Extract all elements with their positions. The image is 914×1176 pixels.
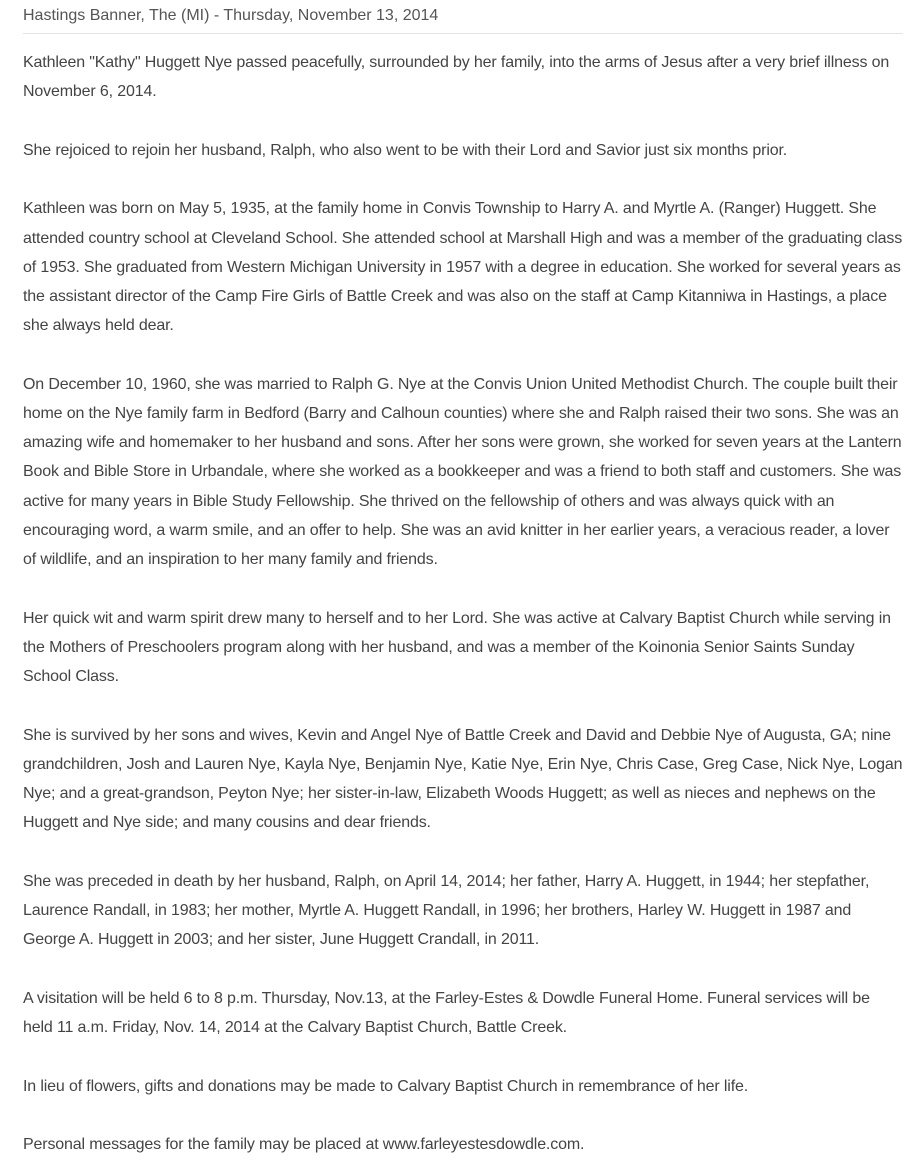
paragraph-passing: Kathleen "Kathy" Huggett Nye passed peacefully, surrounded by her family, into the arms of Jesus after a very brief illness on November 6, 2014.: [23, 54, 890, 101]
paragraph-marriage: On December 10, 1960, she was married to Ralph G. Nye at the Convis Union United Methodist Church. The couple built their home on the Nye family farm in Bedford (Barry and Calhoun counties) where she and Ralph raised their two sons. She was an amazing wife and homemaker to her husband and sons. After her sons were grown, she worked for seven years at the Lantern Book and Bible Store in Urbandale, where she worked as a bookkeeper and was a friend to both staff and customers. She was active for many years in Bible Study Fellowship. She thrived on the fellowship of others and was always quick with an encouraging word, a warm smile, and an offer to help. She was an avid knitter in her earlier years, a veracious reader, a lover of wildlife, and an inspiration to her many family and friends.: [23, 375, 902, 569]
paragraph-messages: Personal messages for the family may be placed at www.farleyestesdowdle.com.: [23, 1136, 585, 1154]
paragraph-husband: She rejoiced to rejoin her husband, Ralph, who also went to be with their Lord and Savior just six months prior.: [23, 141, 788, 159]
paragraph-early-life: Kathleen was born on May 5, 1935, at the family home in Convis Township to Harry A. and Myrtle A. (Ranger) Huggett. She attended country school at Cleveland School. She attended school at Marshall High and was a member of the graduating class of 1953. She graduated from Western Michigan University in 1957 with a degree in education. She worked for several years as the assistant director of the Camp Fire Girls of Battle Creek and was also on the staff at Camp Kitanniwa in Hastings, a place she always held dear.: [23, 200, 903, 335]
paragraph-church: Her quick wit and warm spirit drew many to herself and to her Lord. She was active at Calvary Baptist Church while serving in the Mothers of Preschoolers program along with her husband, and was a member of the Koinonia Senior Saints Sunday School Class.: [23, 609, 891, 686]
paragraph-services: A visitation will be held 6 to 8 p.m. Thursday, Nov.13, at the Farley-Estes & Dowdle Funeral Home. Funeral services will be held 11 a.m. Friday, Nov. 14, 2014 at the Calvary Baptist Church, Battle Creek.: [23, 989, 870, 1037]
paragraph-preceded: She was preceded in death by her husband, Ralph, on April 14, 2014; her father, Harry A. Huggett, in 1944; her stepfather, Laurence Randall, in 1983; her mother, Myrtle A. Huggett Randall, in 1996; her brothers, Harley W. Huggett in 1987 and George A. Huggett in 2003; and her sister, June Huggett Crandall, in 2011.: [23, 872, 870, 949]
paragraph-survivors: She is survived by her sons and wives, Kevin and Angel Nye of Battle Creek and David and Debbie Nye of Augusta, GA; nine grandchildren, Josh and Lauren Nye, Kayla Nye, Benjamin Nye, Katie Nye, Erin Nye, Chris Case, Greg Case, Nick Nye, Logan Nye; and a great-grandson, Peyton Nye; her sister-in-law, Elizabeth Woods Huggett; as well as nieces and nephews on the Huggett and Nye side; and many cousins and dear friends.: [23, 726, 903, 832]
source-header: Hastings Banner, The (MI) - Thursday, November 13, 2014: [23, 4, 903, 34]
paragraph-donations: In lieu of flowers, gifts and donations may be made to Calvary Baptist Church in remembrance of her life.: [23, 1077, 749, 1095]
obituary-body: [23, 48, 903, 1159]
